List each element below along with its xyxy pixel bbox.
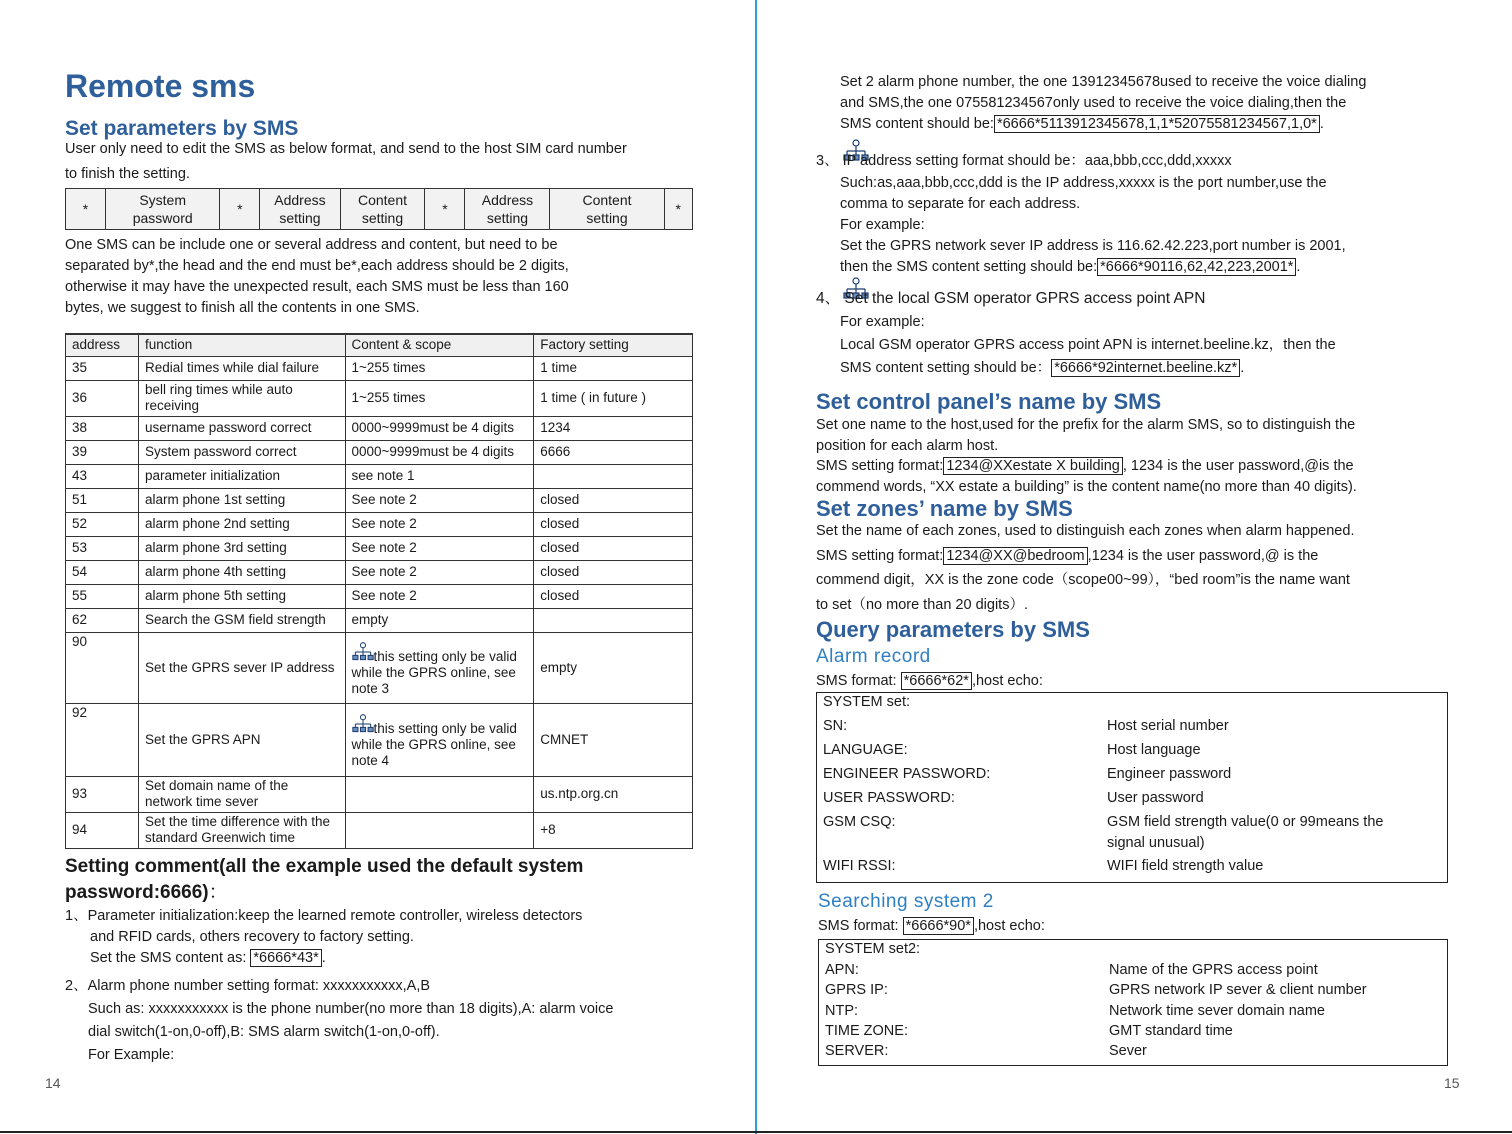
table-cell: 39 xyxy=(66,440,139,464)
table-cell: empty xyxy=(534,632,693,703)
note-4-title: 4、 Set the local GSM operator GPRS access point APN xyxy=(816,290,1206,307)
table-cell: 52 xyxy=(66,512,139,536)
note-line: and RFID cards, others recovery to factory setting. xyxy=(90,929,414,945)
description-line: separated by*,the head and the end must be*,each address should be 2 digits, xyxy=(65,258,569,274)
echo-field-description: Host language xyxy=(1107,742,1201,758)
cell-text: this setting only be valid while the GPRS online, see note 4 xyxy=(351,720,517,768)
text-line: Set 2 alarm phone number, the one 13912345678used to receive the voice dialing xyxy=(840,74,1367,90)
table-cell: +8 xyxy=(534,812,693,848)
note-line: 2、Alarm phone number setting format: xxxxxxxxxxx,A,B xyxy=(65,978,431,994)
format-cell: * xyxy=(664,189,692,230)
table-cell: 1234 xyxy=(534,416,693,440)
echo-field-label: SN: xyxy=(823,718,848,734)
echo-field-description: GSM field strength value(0 or 99means the xyxy=(1107,814,1384,830)
table-cell: 35 xyxy=(66,356,139,380)
text-line: SMS setting format: xyxy=(816,458,944,474)
sms-code: 1234@XXestate X building xyxy=(943,457,1123,475)
text-line: commend digit，XX is the zone code（scope00~99），“bed room”is the name want xyxy=(816,572,1350,588)
table-row xyxy=(66,536,693,560)
text-line: SMS format: xyxy=(816,673,897,689)
table-row xyxy=(66,464,693,488)
section-title-panel-name: Set control panel’s name by SMS xyxy=(816,389,1162,414)
page-number-left: 14 xyxy=(45,1075,61,1091)
echo-field-description: User password xyxy=(1107,790,1204,806)
note-3-title: 3、 IP address setting format should be：aaa,bbb,ccc,ddd,xxxxx xyxy=(816,153,1232,169)
echo-field-label: USER PASSWORD: xyxy=(823,790,955,806)
echo-field-description: Name of the GPRS access point xyxy=(1109,962,1318,978)
format-cell: System password xyxy=(105,189,219,230)
table-cell: 54 xyxy=(66,560,139,584)
table-cell: closed xyxy=(534,584,693,608)
intro-line-1: User only need to edit the SMS as below format, and send to the host SIM card number xyxy=(65,141,627,157)
echo-field-label: APN: xyxy=(825,962,859,978)
format-cell: * xyxy=(220,189,260,230)
section-title-query: Query parameters by SMS xyxy=(816,617,1090,642)
note-3-body: Such:as,aaa,bbb,ccc,ddd is the IP address,xxxxx is the port number,use the comma to separate for each address. For example: Set the GPRS network sever IP address is 116.62.42.223,port number is 2001, then the SMS content setting should be: *6666*90116,62,42,223,2001* . xyxy=(840,175,1346,275)
column-header: Content & scope xyxy=(345,334,534,356)
echo-field-label: TIME ZONE: xyxy=(825,1023,908,1039)
table-cell: Set the GPRS APN xyxy=(138,703,345,776)
echo-field-description: GPRS network IP sever & client number xyxy=(1109,982,1367,998)
table-cell: closed xyxy=(534,560,693,584)
sms-code: *6666*90* xyxy=(903,917,974,935)
table-cell: Set domain name of the network time sever xyxy=(138,776,345,812)
network-icon xyxy=(352,649,374,664)
table-cell: us.ntp.org.cn xyxy=(534,776,693,812)
table-cell: 1 time ( in future ) xyxy=(534,380,693,416)
table-cell xyxy=(345,776,534,812)
table-cell: 53 xyxy=(66,536,139,560)
intro-line-2: to finish the setting. xyxy=(65,166,190,182)
text-line: ,host echo: xyxy=(973,918,1045,934)
subsection-alarm-record: Alarm record xyxy=(816,646,931,667)
zones-name-body xyxy=(816,519,1354,617)
table-row xyxy=(66,380,693,416)
table-cell: parameter initialization xyxy=(138,464,345,488)
host-echo-box-2 xyxy=(818,939,1448,1066)
echo-field-label: WIFI RSSI: xyxy=(823,858,896,874)
text-line: ,host echo: xyxy=(971,673,1043,689)
table-row xyxy=(66,776,693,812)
table-cell: alarm phone 3rd setting xyxy=(138,536,345,560)
table-cell: 92 xyxy=(66,703,139,776)
note-line: dial switch(1-on,0-off),B: SMS alarm switch(1-on,0-off). xyxy=(88,1024,440,1040)
table-cell: 0000~9999must be 4 digits xyxy=(345,416,534,440)
table-cell xyxy=(345,703,534,776)
table-row xyxy=(66,632,693,703)
table-row xyxy=(66,356,693,380)
table-cell: 51 xyxy=(66,488,139,512)
echo-field-description: signal unusual) xyxy=(1107,835,1205,851)
table-row xyxy=(66,512,693,536)
note-4-body: For example: Local GSM operator GPRS access point APN is internet.beeline.kz，then the SMS content setting should be： *6666*92internet.beeline.kz* . xyxy=(840,311,1336,380)
format-cell: Address setting xyxy=(260,189,340,230)
section-title-zones-name: Set zones’ name by SMS xyxy=(816,496,1073,521)
table-cell xyxy=(534,464,693,488)
sms-code: *6666*92internet.beeline.kz* xyxy=(1051,359,1240,377)
table-cell xyxy=(345,812,534,848)
table-cell: 90 xyxy=(66,632,139,703)
table-cell: Redial times while dial failure xyxy=(138,356,345,380)
text-line: SMS content should be: xyxy=(840,116,994,132)
table-cell: closed xyxy=(534,536,693,560)
sms-code: *6666*90116,62,42,223,2001* xyxy=(1097,258,1296,276)
text-line: Such:as,aaa,bbb,ccc,ddd is the IP address,xxxxx is the port number,use the xyxy=(840,175,1327,191)
subsection-searching-system-2: Searching system 2 xyxy=(818,891,994,912)
comment-title-line: Setting comment(all the example used the default system xyxy=(65,856,584,877)
table-cell: Set the GPRS sever IP address xyxy=(138,632,345,703)
echo-field-description: Engineer password xyxy=(1107,766,1232,782)
format-cell: Address setting xyxy=(465,189,550,230)
table-row xyxy=(66,608,693,632)
table-cell: See note 2 xyxy=(345,488,534,512)
echo-field-label: SYSTEM set: xyxy=(823,694,911,710)
text-line: Set the GPRS network sever IP address is 116.62.42.223,port number is 2001, xyxy=(840,238,1346,254)
example-alarm-phone: Set 2 alarm phone number, the one 13912345678used to receive the voice dialing and SMS,the one 075581234567only used to receive the voice dialing,then the SMS content should be: *6666*5113912345678,1,1*52075581234567,1,0* . xyxy=(840,74,1367,132)
text-line: Set the name of each zones, used to distinguish each zones when alarm happened. xyxy=(816,523,1355,539)
table-cell: bell ring times while auto receiving xyxy=(138,380,345,416)
network-icon xyxy=(352,721,374,736)
text-line: SMS format: xyxy=(818,918,899,934)
bottom-rule xyxy=(0,1131,1512,1133)
echo-field-description: Sever xyxy=(1109,1043,1147,1059)
table-cell xyxy=(534,608,693,632)
table-cell: alarm phone 5th setting xyxy=(138,584,345,608)
sms-format-table xyxy=(65,188,693,230)
table-cell: 62 xyxy=(66,608,139,632)
text-line: For example: xyxy=(840,217,925,233)
echo-field-description: GMT standard time xyxy=(1109,1023,1233,1039)
table-cell: empty xyxy=(345,608,534,632)
column-header: address xyxy=(66,334,139,356)
table-cell: 1~255 times xyxy=(345,356,534,380)
table-cell: CMNET xyxy=(534,703,693,776)
column-header: Factory setting xyxy=(534,334,693,356)
table-row xyxy=(66,488,693,512)
description-line: One SMS can be include one or several address and content, but need to be xyxy=(65,237,558,253)
table-row xyxy=(66,812,693,848)
note-2 xyxy=(65,975,613,1067)
table-cell: 94 xyxy=(66,812,139,848)
format-cell: Content setting xyxy=(550,189,664,230)
table-cell: 55 xyxy=(66,584,139,608)
page-number-right: 15 xyxy=(1444,1075,1460,1091)
table-cell: alarm phone 2nd setting xyxy=(138,512,345,536)
echo-field-label: NTP: xyxy=(825,1003,859,1019)
text-line: SMS content setting should be： xyxy=(840,360,1052,376)
note-1: 1、Parameter initialization:keep the learned remote controller, wireless detectors and RFID cards, others recovery to factory setting. Set the SMS content as: *6666*43* . xyxy=(65,908,583,966)
table-row xyxy=(66,584,693,608)
text-line: then the SMS content setting should be: xyxy=(840,259,1098,275)
table-cell: See note 2 xyxy=(345,512,534,536)
table-cell: System password correct xyxy=(138,440,345,464)
text-line: Local GSM operator GPRS access point APN is internet.beeline.kz，then the xyxy=(840,337,1336,353)
table-cell: Set the time difference with the standard Greenwich time xyxy=(138,812,345,848)
page-divider xyxy=(755,0,757,1134)
search-system-format xyxy=(818,918,1045,934)
echo-field-label: GSM CSQ: xyxy=(823,814,896,830)
sms-code: *6666*43* xyxy=(250,949,321,967)
table-cell: alarm phone 1st setting xyxy=(138,488,345,512)
table-cell: username password correct xyxy=(138,416,345,440)
host-echo-box-1 xyxy=(816,692,1448,883)
table-cell: See note 2 xyxy=(345,536,534,560)
comment-title-line: password:6666) xyxy=(65,882,209,903)
text-line: SMS setting format: xyxy=(816,547,944,564)
table-row xyxy=(66,416,693,440)
table-cell: 93 xyxy=(66,776,139,812)
echo-field-description: Network time sever domain name xyxy=(1109,1003,1325,1019)
format-description xyxy=(65,235,569,319)
echo-field-description: Host serial number xyxy=(1107,718,1229,734)
table-cell: 0000~9999must be 4 digits xyxy=(345,440,534,464)
text-line: ,1234 is the user password,@ is the xyxy=(1087,547,1319,564)
sms-code: *6666*62* xyxy=(901,672,972,690)
echo-field-label: ENGINEER PASSWORD: xyxy=(823,766,991,782)
sms-code: *6666*5113912345678,1,1*52075581234567,1,0* xyxy=(994,115,1320,133)
format-cell: Content setting xyxy=(340,189,425,230)
note-line: Set the SMS content as: xyxy=(90,950,247,966)
column-header: function xyxy=(138,334,345,356)
format-cell: * xyxy=(66,189,106,230)
table-cell: 43 xyxy=(66,464,139,488)
table-cell: closed xyxy=(534,512,693,536)
table-cell: 1 time xyxy=(534,356,693,380)
echo-field-label: SYSTEM set2: xyxy=(825,941,921,957)
echo-field-label: LANGUAGE: xyxy=(823,742,908,758)
note-line: For Example: xyxy=(88,1047,175,1063)
echo-field-description: WIFI field strength value xyxy=(1107,858,1264,874)
page-title: Remote sms xyxy=(65,68,256,104)
note-line: 1、Parameter initialization:keep the learned remote controller, wireless detectors xyxy=(65,908,583,924)
text-line: Set one name to the host,used for the prefix for the alarm SMS, so to distinguish the xyxy=(816,417,1356,433)
sms-code: 1234@XX@bedroom xyxy=(943,547,1087,565)
table-cell: see note 1 xyxy=(345,464,534,488)
table-row xyxy=(66,440,693,464)
table-cell: closed xyxy=(534,488,693,512)
description-line: bytes, we suggest to finish all the contents in one SMS. xyxy=(65,300,420,316)
echo-field-label: SERVER: xyxy=(825,1043,889,1059)
address-table xyxy=(65,333,693,849)
panel-name-body xyxy=(816,415,1357,497)
comment-colon: ： xyxy=(208,882,228,903)
table-cell: 36 xyxy=(66,380,139,416)
note-line: Such as: xxxxxxxxxxx is the phone number(no more than 18 digits),A: alarm voice xyxy=(88,1001,614,1017)
table-cell: 1~255 times xyxy=(345,380,534,416)
text-line: comma to separate for each address. xyxy=(840,196,1081,212)
setting-comment-heading xyxy=(65,854,583,906)
text-line: For example: xyxy=(840,314,925,330)
table-cell: 38 xyxy=(66,416,139,440)
cell-text: this setting only be valid while the GPRS online, see note 3 xyxy=(351,648,517,696)
table-cell: alarm phone 4th setting xyxy=(138,560,345,584)
description-line: otherwise it may have the unexpected result, each SMS must be less than 160 xyxy=(65,279,569,295)
section-title-set-parameters: Set parameters by SMS xyxy=(65,117,299,140)
text-line: commend words, “XX estate a building” is the content name(no more than 40 digits). xyxy=(816,478,1357,495)
table-cell xyxy=(345,632,534,703)
table-cell: See note 2 xyxy=(345,584,534,608)
table-row xyxy=(66,703,693,776)
table-cell: 6666 xyxy=(534,440,693,464)
text-line: to set（no more than 20 digits）. xyxy=(816,596,1028,613)
text-line: position for each alarm host. xyxy=(816,437,999,454)
text-line: , 1234 is the user password,@is the xyxy=(1122,458,1354,474)
table-cell: See note 2 xyxy=(345,560,534,584)
echo-field-label: GPRS IP: xyxy=(825,982,888,998)
text-line: and SMS,the one 075581234567only used to receive the voice dialing,then the xyxy=(840,95,1347,111)
alarm-record-format xyxy=(816,673,1043,689)
format-cell: * xyxy=(425,189,465,230)
table-row xyxy=(66,560,693,584)
table-cell: Search the GSM field strength xyxy=(138,608,345,632)
